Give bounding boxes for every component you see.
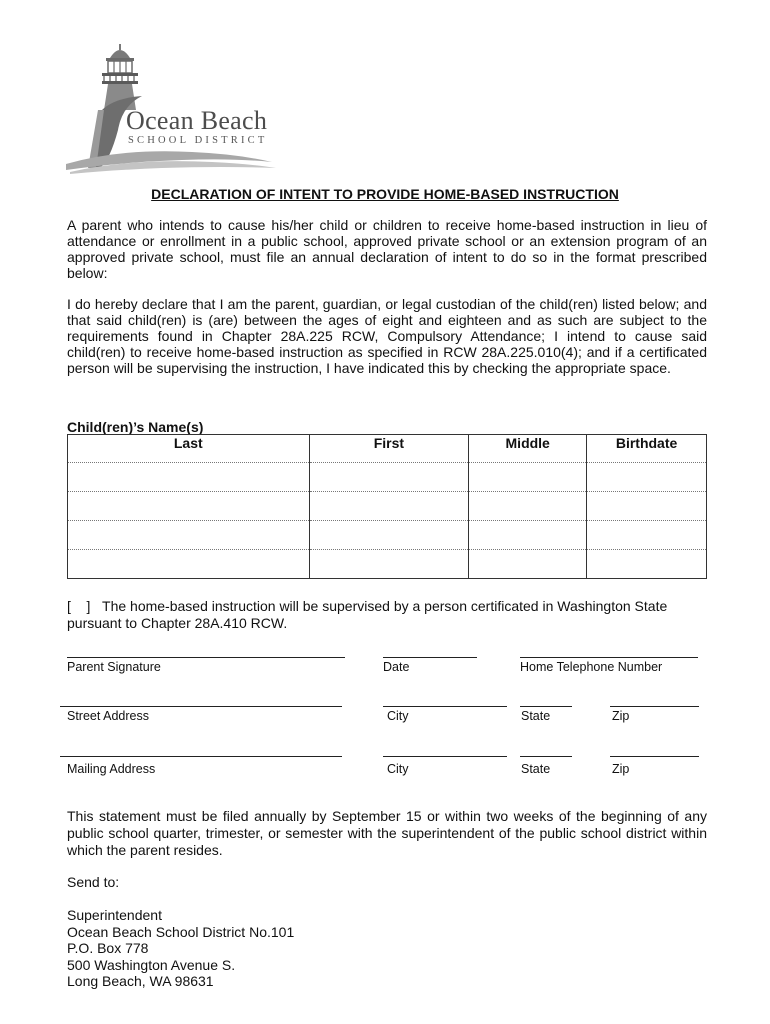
birthdate-cell[interactable] [587,492,707,521]
send-to-label: Send to: [67,874,120,890]
street-state-line[interactable] [520,706,572,707]
address-line: 500 Washington Avenue S. [67,956,236,973]
table-header-row [68,435,707,463]
birthdate-cell[interactable] [587,463,707,492]
street-city-line[interactable] [383,706,507,707]
mailing-address-block [67,907,294,990]
table-row [68,463,707,492]
street-zip-line[interactable] [610,706,699,707]
certified-checkbox[interactable]: [ ] [67,598,91,614]
filing-instructions: This statement must be filed annually by September 15 or within two weeks of the beginning of any public school quarter, trimester, or semester with the superintendent of the public school district within which the parent resides. [67,808,707,858]
street-address-label: Street Address [67,709,149,723]
mailing-city-label: City [387,762,409,776]
date-label: Date [383,660,410,674]
address-line: Superintendent [67,907,162,923]
last-name-cell[interactable] [68,521,310,550]
first-name-cell[interactable] [309,550,469,579]
mailing-city-line[interactable] [383,756,507,757]
middle-name-cell[interactable] [469,550,587,579]
declaration-paragraph: I do hereby declare that I am the parent, guardian, or legal custodian of the child(ren) listed below; and that said child(ren) is (are) between the ages of eight and eighteen and as such are subject to the requirements found in Chapter 28A.225 RCW, Compulsory Attendance; I intend to cause said child(ren) to receive home-based instruction as specified in RCW 28A.225.010(4); and if a certificated person will be supervising the instruction, I have indicated this by checking the appropriate space. [67,296,707,376]
address-line: Long Beach, WA 98631 [67,973,214,989]
first-name-cell[interactable] [309,521,469,550]
birthdate-cell[interactable] [587,550,707,579]
mailing-address-label: Mailing Address [67,762,156,776]
street-city-label: City [387,709,409,723]
mailing-state-line[interactable] [520,756,572,757]
address-line: P.O. Box 778 [67,940,149,956]
form-title: DECLARATION OF INTENT TO PROVIDE HOME-BASED INSTRUCTION [151,186,619,202]
address-line: Ocean Beach School District No.101 [67,923,295,940]
last-name-cell[interactable] [68,492,310,521]
middle-name-cell[interactable] [469,521,587,550]
children-table [67,434,707,579]
district-subtitle: SCHOOL DISTRICT [128,135,268,146]
mailing-zip-label: Zip [612,762,630,776]
parent-signature-line[interactable] [67,657,345,658]
certified-supervision-option [67,598,707,632]
street-state-label: State [521,709,551,723]
mailing-state-label: State [521,762,551,776]
table-row [68,492,707,521]
date-line[interactable] [383,657,477,658]
last-name-cell[interactable] [68,550,310,579]
mailing-address-line[interactable] [60,756,342,757]
table-row [68,550,707,579]
column-header-first: First [309,435,469,463]
column-header-middle: Middle [469,435,587,463]
intro-paragraph: A parent who intends to cause his/her child or children to receive home-based instruction in lieu of attendance or enrollment in a public school, approved private school or an extension program of an approved private school, must file an annual declaration of intent to do so in the format prescribed below: [67,217,707,281]
birthdate-cell[interactable] [587,521,707,550]
middle-name-cell[interactable] [469,463,587,492]
first-name-cell[interactable] [309,492,469,521]
district-name: Ocean Beach [126,106,268,135]
last-name-cell[interactable] [68,463,310,492]
column-header-last: Last [68,435,310,463]
certified-option-text: The home-based instruction will be supervised by a person certificated in Washington State pursuant to Chapter 28A.410 RCW. [67,598,668,631]
middle-name-cell[interactable] [469,492,587,521]
home-telephone-label: Home Telephone Number [520,660,663,674]
street-zip-label: Zip [612,709,630,723]
parent-signature-label: Parent Signature [67,660,161,674]
street-address-line[interactable] [60,706,342,707]
children-names-label: Child(ren)’s Name(s) [67,419,204,435]
first-name-cell[interactable] [309,463,469,492]
home-telephone-line[interactable] [520,657,698,658]
mailing-zip-line[interactable] [610,756,699,757]
column-header-birthdate: Birthdate [587,435,707,463]
table-row [68,521,707,550]
